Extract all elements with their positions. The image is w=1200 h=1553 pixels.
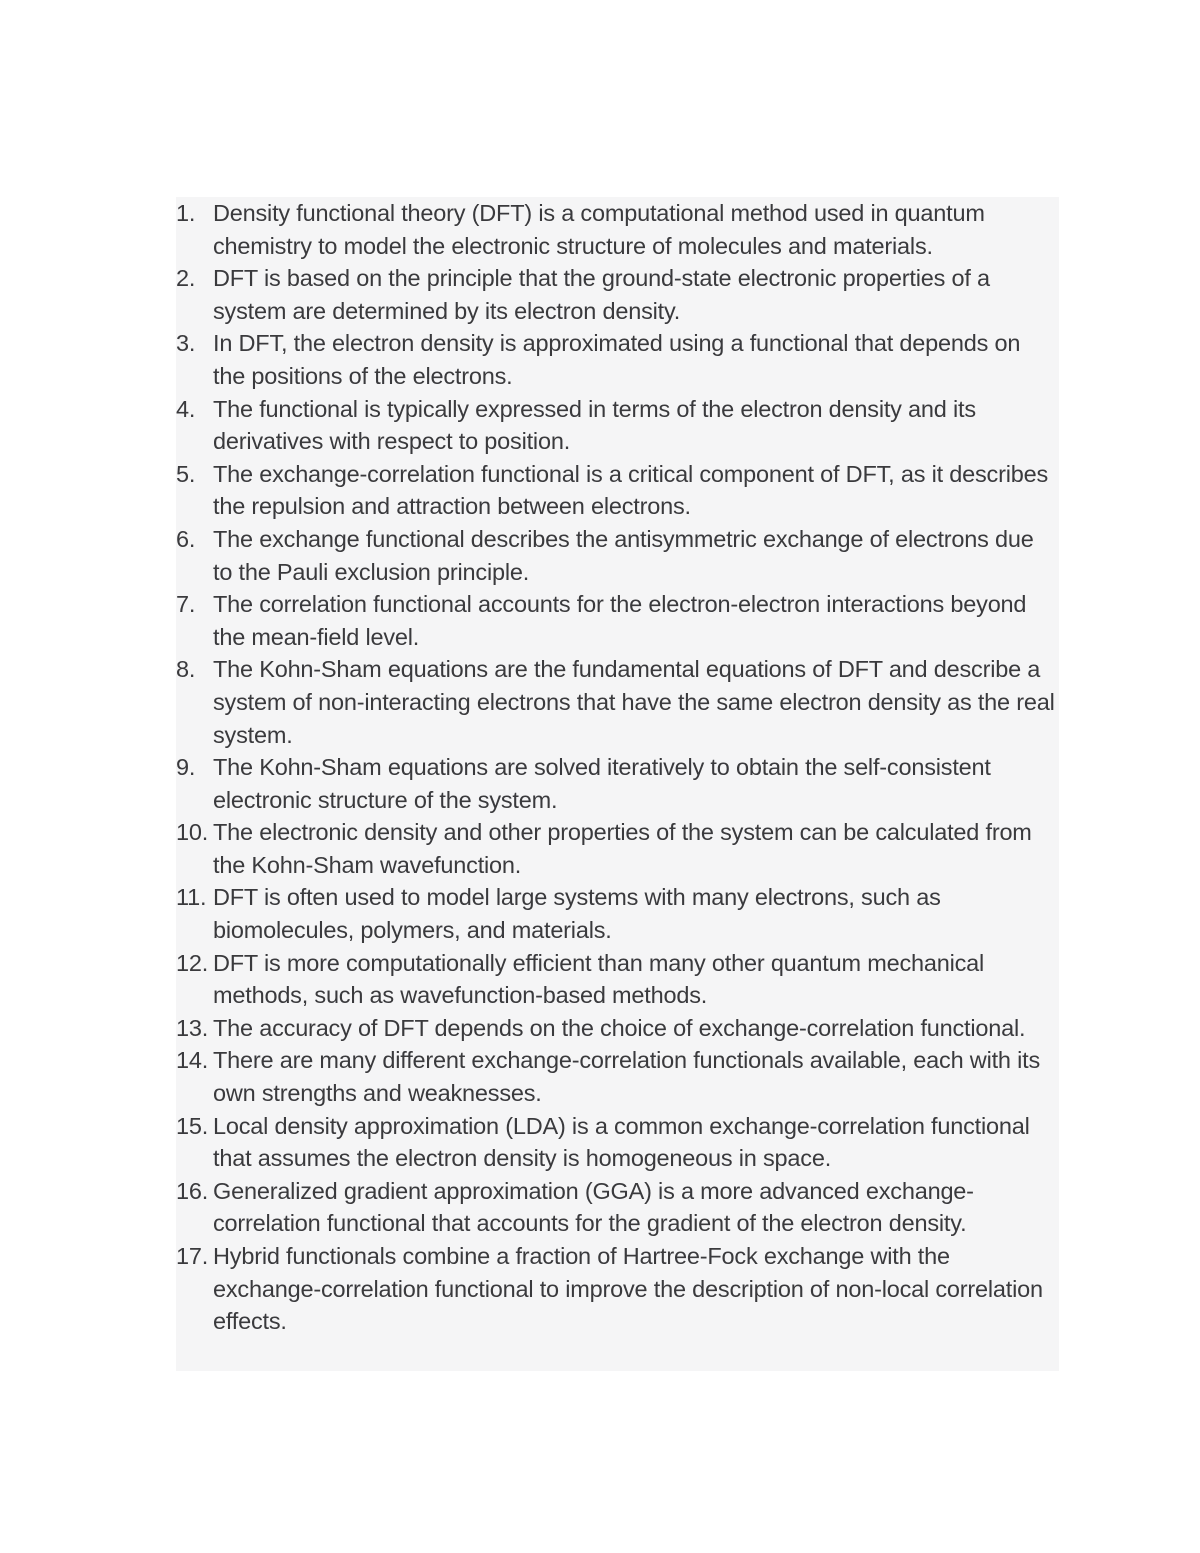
item-number: 8.: [176, 656, 196, 683]
item-text: DFT is based on the principle that the ground-state electronic properties of a system are determined by its electron density.: [213, 265, 990, 324]
item-number: 15.: [176, 1112, 209, 1139]
item-number: 2.: [176, 265, 196, 292]
list-item: [176, 751, 1059, 816]
list-item: [176, 947, 1059, 1012]
item-number: 5.: [176, 460, 196, 487]
item-number: 11.: [176, 884, 207, 911]
item-number: 10.: [176, 819, 209, 846]
list-item: [176, 1012, 1059, 1045]
item-text: There are many different exchange-correlation functionals available, each with its own strengths and weaknesses.: [213, 1047, 1041, 1107]
list-item: [176, 1110, 1059, 1175]
item-text: The accuracy of DFT depends on the choice of exchange-correlation functional.: [213, 1014, 1026, 1041]
content-block: [176, 197, 1059, 1371]
list-item: [176, 197, 1059, 262]
list-item: [176, 523, 1059, 588]
list-item: [176, 653, 1059, 751]
item-text: The Kohn-Sham equations are the fundamental equations of DFT and describe a system of non-interacting electrons that have the same electron density as the real system.: [213, 656, 1055, 748]
item-text: Local density approximation (LDA) is a common exchange-correlation functional that assumes the electron density is homogeneous in space.: [213, 1112, 1030, 1172]
item-number: 7.: [176, 591, 196, 618]
list-item: [176, 1240, 1059, 1338]
list-item: [176, 1044, 1059, 1109]
item-number: 3.: [176, 330, 196, 357]
item-text: Hybrid functionals combine a fraction of Hartree-Fock exchange with the exchange-correlation functional to improve the description of non-local correlation effects.: [213, 1243, 1043, 1335]
item-number: 1.: [176, 200, 196, 226]
item-number: 13.: [176, 1014, 209, 1041]
item-text: The functional is typically expressed in terms of the electron density and its derivatives with respect to position.: [213, 395, 976, 455]
item-number: 14.: [176, 1047, 209, 1074]
item-text: In DFT, the electron density is approximated using a functional that depends on the positions of the electrons.: [213, 330, 1021, 389]
item-text: The correlation functional accounts for the electron-electron interactions beyond the mean-field level.: [213, 591, 1027, 650]
item-text: Density functional theory (DFT) is a computational method used in quantum chemistry to model the electronic structure of molecules and materials.: [213, 200, 985, 259]
item-number: 17.: [176, 1243, 209, 1269]
item-text: The exchange-correlation functional is a critical component of DFT, as it describes the repulsion and attraction between electrons.: [213, 460, 1049, 520]
list-item: [176, 816, 1059, 881]
item-number: 12.: [176, 949, 209, 976]
list-item: [176, 881, 1059, 946]
list-item: [176, 327, 1059, 392]
item-text: Generalized gradient approximation (GGA) is a more advanced exchange-correlation functional that accounts for the gradient of the electron density.: [213, 1177, 974, 1237]
item-number: 16.: [176, 1177, 209, 1204]
item-number: 9.: [176, 754, 196, 781]
item-number: 4.: [176, 395, 196, 422]
list-item: [176, 262, 1059, 327]
item-text: The Kohn-Sham equations are solved iteratively to obtain the self-consistent electronic structure of the system.: [213, 754, 991, 813]
list-item: [176, 588, 1059, 653]
list-item: [176, 458, 1059, 523]
item-text: DFT is often used to model large systems with many electrons, such as biomolecules, polymers, and materials.: [213, 884, 941, 944]
item-text: The exchange functional describes the antisymmetric exchange of electrons due to the Pauli exclusion principle.: [213, 525, 1034, 585]
list-item: [176, 393, 1059, 458]
item-text: DFT is more computationally efficient than many other quantum mechanical methods, such as wavefunction-based methods.: [213, 949, 985, 1009]
item-text: The electronic density and other properties of the system can be calculated from the Kohn-Sham wavefunction.: [213, 819, 1032, 878]
list-item: [176, 1175, 1059, 1240]
numbered-list: [176, 197, 1059, 1338]
item-number: 6.: [176, 525, 196, 552]
